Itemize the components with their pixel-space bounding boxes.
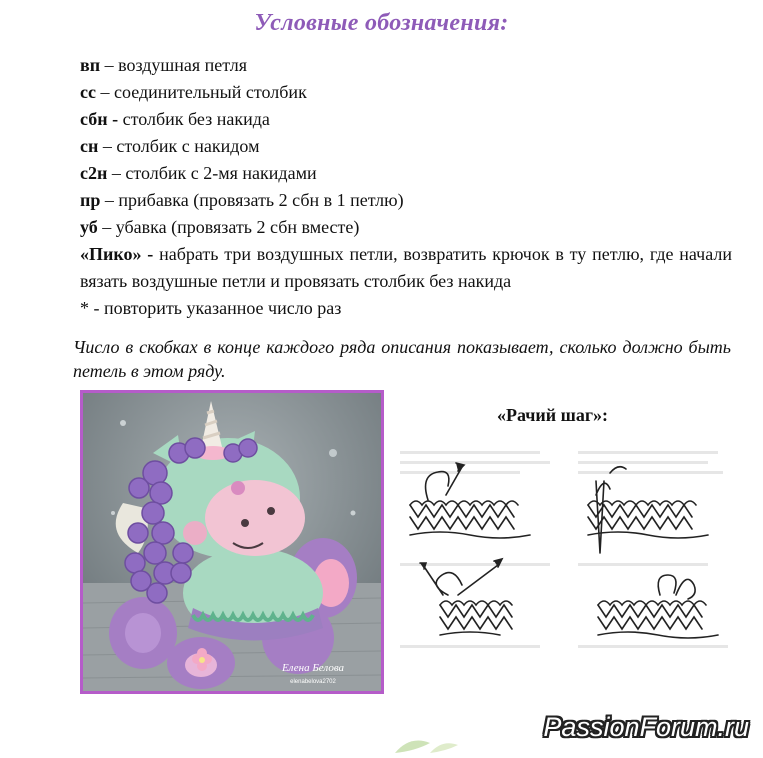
legend-text: * - повторить указанное число раз [80,298,342,318]
legend-item [80,133,732,160]
legend-item [80,52,732,79]
legend-text: воздушная петля [118,55,247,75]
legend-abbr: вп [80,55,101,75]
legend-abbr: сбн [80,109,108,129]
photo-handle: elenabelova2702 [290,679,336,685]
page-title: Условные обозначения: [254,10,509,36]
legend-text: столбик с накидом [116,136,260,156]
legend-abbr: уб [80,217,98,237]
legend-text: прибавка (провязать 2 сбн в 1 петлю) [118,190,404,210]
legend-item [80,187,732,214]
legend-text: столбик с 2-мя накидами [125,163,317,183]
legend-sep: – [97,217,116,237]
legend-item [80,214,732,241]
unicorn-photo [80,390,384,694]
legend-sep: – [100,190,119,210]
diagram-panel-1 [410,463,530,538]
crab-step-diagram [398,445,728,670]
legend-sep: – [98,136,117,156]
legend-item [80,295,732,322]
legend-list [80,52,732,322]
stitch-count-note: Число в скобках в конце каждого ряда описания показывает, сколько должно быть петель в этом ряду. [73,337,731,381]
legend-text: убавка (провязать 2 сбн вместе) [115,217,360,237]
legend-item [80,106,732,133]
legend-sep: - [141,244,160,264]
legend-text: соединительный столбик [113,82,307,102]
legend-sep: – [107,163,126,183]
photo-signature: Елена Белова [281,662,345,674]
legend-abbr: «Пико» [80,244,142,264]
legend-abbr: сс [80,82,96,102]
legend-sep: – [100,55,119,75]
legend-abbr: с2н [80,163,108,183]
unicorn-illustration [83,393,381,691]
legend-text: столбик без накида [122,109,270,129]
site-watermark: PassionForum.ru [543,712,749,742]
legend-item [80,160,732,187]
diagram-panel-3 [420,559,512,635]
legend-abbr: пр [80,190,101,210]
legend-item [80,79,732,106]
crab-step-title: «Рачий шаг»: [497,405,609,425]
legend-text: набрать три воздушных петли, возвратить крючок в ту петлю, где начали вязать воздушные петли и провязать столбик без накида [80,244,732,291]
diagram-panel-2 [588,467,708,553]
legend-item [80,241,732,295]
legend-sep: – [95,82,114,102]
legend-abbr: сн [80,136,99,156]
legend-sep: - [107,109,123,129]
diagram-panel-4 [598,575,718,638]
